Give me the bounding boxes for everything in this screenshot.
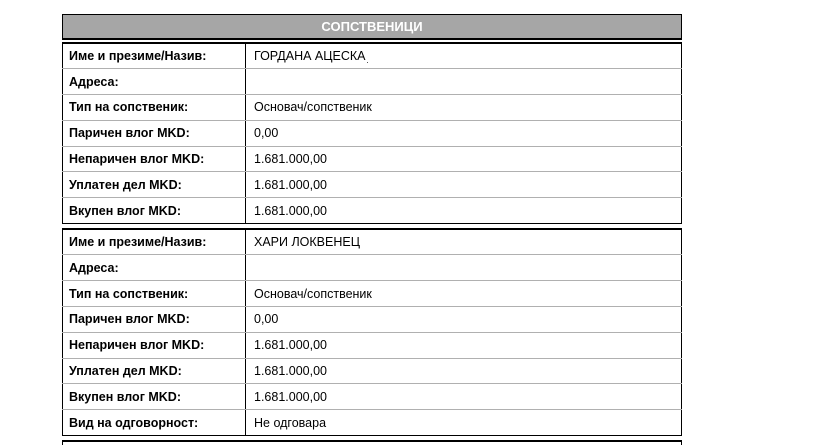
owner-row-name — [63, 43, 682, 69]
field-label: Вкупен влог MKD: — [63, 384, 246, 410]
field-label: Непаричен влог MKD: — [63, 332, 246, 358]
owner-row-noncash — [63, 146, 682, 172]
field-value: ГОРДАНА АЦЕСКА — [246, 43, 682, 69]
section-title: СОПСТВЕНИЦИ — [62, 14, 682, 40]
field-value: 0,00 — [246, 306, 682, 332]
field-label: Тип на сопственик: — [63, 95, 246, 121]
next-table-edge — [62, 440, 682, 445]
owner-row-type — [63, 95, 682, 121]
field-label: Адреса: — [63, 69, 246, 95]
owner-row-address — [63, 255, 682, 281]
field-value: 1.681.000,00 — [246, 146, 682, 172]
stray-dot — [367, 62, 368, 63]
owner-table-1 — [62, 42, 682, 224]
owner-row-total — [63, 198, 682, 224]
field-label: Непаричен влог MKD: — [63, 146, 246, 172]
field-value: Не одговара — [246, 410, 682, 436]
field-label: Вкупен влог MKD: — [63, 198, 246, 224]
field-value: 1.681.000,00 — [246, 172, 682, 198]
owner-row-paid — [63, 172, 682, 198]
owner-row-name — [63, 229, 682, 255]
field-label: Име и презиме/Назив: — [63, 43, 246, 69]
field-value: 0,00 — [246, 120, 682, 146]
field-value — [246, 255, 682, 281]
field-value: 1.681.000,00 — [246, 198, 682, 224]
owner-table-2 — [62, 228, 682, 436]
owner-row-total — [63, 384, 682, 410]
field-value: Основач/сопственик — [246, 281, 682, 307]
field-value: 1.681.000,00 — [246, 384, 682, 410]
field-label: Адреса: — [63, 255, 246, 281]
field-value: 1.681.000,00 — [246, 358, 682, 384]
owner-block-1 — [62, 42, 682, 224]
owner-row-paid — [63, 358, 682, 384]
owner-row-noncash — [63, 332, 682, 358]
field-label: Паричен влог MKD: — [63, 306, 246, 332]
field-value: Основач/сопственик — [246, 95, 682, 121]
field-label: Име и презиме/Назив: — [63, 229, 246, 255]
field-label: Паричен влог MKD: — [63, 120, 246, 146]
field-value: 1.681.000,00 — [246, 332, 682, 358]
field-label: Тип на сопственик: — [63, 281, 246, 307]
owner-row-address — [63, 69, 682, 95]
field-value: ХАРИ ЛОКВЕНЕЦ — [246, 229, 682, 255]
owners-section — [62, 14, 682, 436]
field-label: Уплатен дел MKD: — [63, 172, 246, 198]
owner-block-2 — [62, 228, 682, 436]
field-value — [246, 69, 682, 95]
owner-row-cash — [63, 306, 682, 332]
owner-row-cash — [63, 120, 682, 146]
field-label: Уплатен дел MKD: — [63, 358, 246, 384]
field-label: Вид на одговорност: — [63, 410, 246, 436]
owner-row-type — [63, 281, 682, 307]
owner-row-liability — [63, 410, 682, 436]
